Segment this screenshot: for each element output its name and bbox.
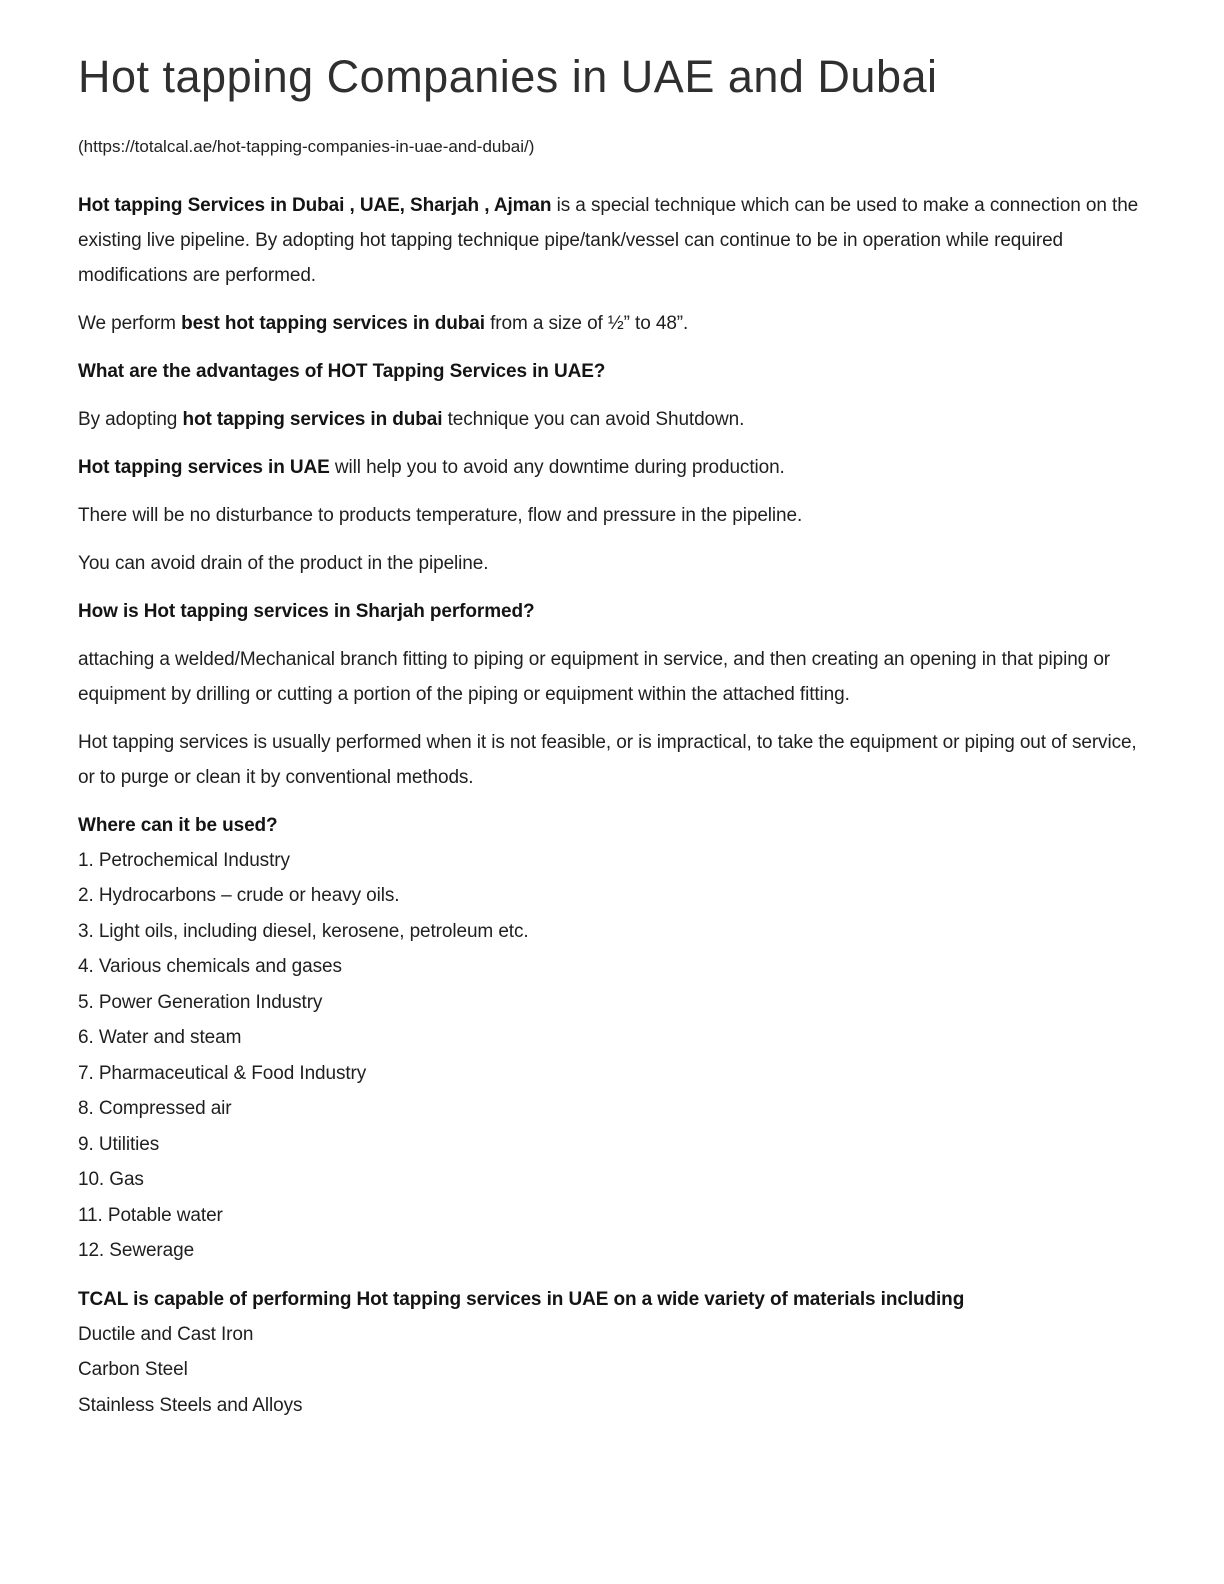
size-note-bold: best hot tapping services in dubai bbox=[181, 312, 485, 334]
size-note-pre: We perform bbox=[78, 312, 182, 334]
advantage-shutdown-paragraph bbox=[78, 402, 1146, 437]
intro-paragraph bbox=[78, 188, 1146, 293]
where-heading: Where can it be used? bbox=[78, 814, 278, 836]
advantage-shutdown-post: technique you can avoid Shutdown. bbox=[442, 408, 745, 430]
list-item: 11. Potable water bbox=[78, 1204, 223, 1226]
list-item: 7. Pharmaceutical & Food Industry bbox=[78, 1062, 367, 1084]
how-when-paragraph: Hot tapping services is usually performed when it is not feasible, or is impractical, to take the equipment or piping out of service, or to purge or clean it by conventional methods. bbox=[78, 731, 1137, 788]
advantage-disturbance-paragraph: There will be no disturbance to products temperature, flow and pressure in the pipeline. bbox=[78, 504, 803, 526]
size-note-post: from a size of ½” to 48”. bbox=[484, 312, 689, 334]
list-item: 4. Various chemicals and gases bbox=[78, 956, 342, 977]
list-item: Carbon Steel bbox=[78, 1359, 188, 1380]
advantage-downtime-bold: Hot tapping services in UAE bbox=[78, 456, 330, 478]
advantage-shutdown-bold: hot tapping services in dubai bbox=[182, 408, 443, 430]
intro-rest-text: is a special technique which can be used to make a connection on the existing live pipeline. By adopting hot tapping technique pipe/tank/vessel can continue to be in operation while required modifications are performed. bbox=[78, 194, 1139, 286]
how-description-paragraph: attaching a welded/Mechanical branch fitting to piping or equipment in service, and then creating an opening in that piping or equipment by drilling or cutting a portion of the piping or equipment within the attached fitting. bbox=[78, 648, 1111, 705]
list-item: 1. Petrochemical Industry bbox=[78, 849, 290, 871]
list-item: Stainless Steels and Alloys bbox=[78, 1394, 303, 1416]
intro-bold-text: Hot tapping Services in Dubai , UAE, Sharjah , Ajman bbox=[78, 194, 552, 216]
list-item: 2. Hydrocarbons – crude or heavy oils. bbox=[78, 885, 400, 906]
size-note-paragraph bbox=[78, 306, 1146, 341]
page-title: Hot tapping Companies in UAE and Dubai bbox=[78, 51, 938, 102]
advantage-shutdown-pre: By adopting bbox=[78, 408, 183, 430]
advantage-downtime-paragraph bbox=[78, 450, 1146, 485]
materials-list bbox=[78, 1317, 1146, 1424]
list-item: 8. Compressed air bbox=[78, 1098, 232, 1119]
list-item: 9. Utilities bbox=[78, 1133, 160, 1155]
list-item: 3. Light oils, including diesel, kerosene, petroleum etc. bbox=[78, 920, 529, 942]
list-item: 5. Power Generation Industry bbox=[78, 991, 323, 1013]
list-item: Ductile and Cast Iron bbox=[78, 1323, 254, 1345]
list-item: 10. Gas bbox=[78, 1169, 144, 1190]
list-item: 6. Water and steam bbox=[78, 1027, 242, 1048]
materials-heading: TCAL is capable of performing Hot tapping services in UAE on a wide variety of materials including bbox=[78, 1288, 965, 1310]
advantage-drain-paragraph: You can avoid drain of the product in the pipeline. bbox=[78, 552, 489, 574]
how-heading: How is Hot tapping services in Sharjah performed? bbox=[78, 600, 535, 622]
advantages-heading: What are the advantages of HOT Tapping Services in UAE? bbox=[78, 360, 606, 382]
source-url: (https://totalcal.ae/hot-tapping-companies-in-uae-and-dubai/) bbox=[78, 136, 535, 156]
where-used-list bbox=[78, 843, 1146, 1269]
list-item: 12. Sewerage bbox=[78, 1240, 195, 1261]
advantage-downtime-post: will help you to avoid any downtime during production. bbox=[329, 456, 785, 478]
